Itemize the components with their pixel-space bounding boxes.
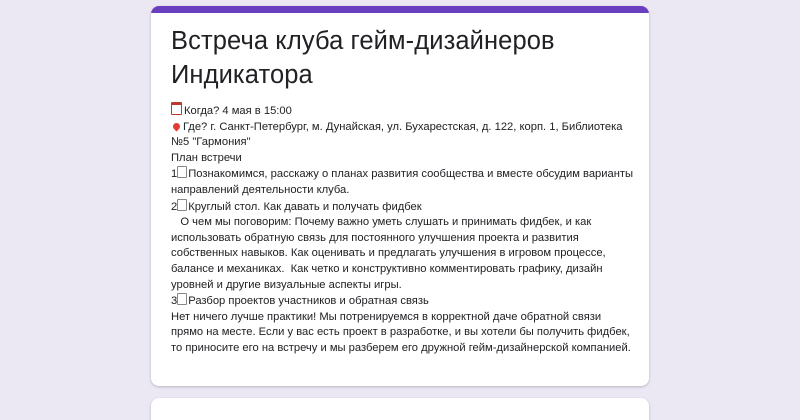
plan-item-3: 3 Разбор проектов участников и обратная связь [171,295,429,308]
plan-item-1-text: Познакомимся, расскажу о планах развития сообщества и вместе обсудим варианты направлений деятельности клуба. [171,168,637,196]
plan-item-2-text: Круглый стол. Как давать и получать фидбек [188,200,422,213]
form-description [171,102,636,357]
where-text: Где? г. Санкт-Петербург, м. Дунайская, ул. Бухарестская, д. 122, корп. 1, Библиотека №5 "Гармония" [171,120,626,149]
calendar-icon [171,102,182,115]
card-accent-bar [151,6,649,13]
form-header-card [151,6,649,386]
keycap-icon [177,199,187,211]
plan-item-2-details: О чем мы поговорим: Почему важно уметь слушать и принимать фидбек, и как использовать обратную связь для постоянного улучшения проекта и развития собственных навыков. Как оценивать и предлагать улучшения в игровом процессе, балансе и механиках. Как четко и конструктивно комментировать графику, дизайн уровней и другие визуальные аспекты игры. [171,216,609,291]
when-line [171,102,636,120]
plan-item-1: 1 Познакомимся, расскажу о планах развития сообщества и вместе обсудим варианты направлений деятельности клуба. [171,168,637,196]
next-question-card [151,398,649,420]
pin-icon [172,121,182,131]
form-title: Встреча клуба гейм-дизайнеров Индикатора [171,27,555,89]
keycap-icon [177,166,187,178]
plan-item-3-text: Разбор проектов участников и обратная связь [188,295,429,308]
where-line [171,120,636,151]
keycap-icon [177,293,187,305]
plan-item-2: 2 Круглый стол. Как давать и получать фидбек [171,200,422,213]
plan-heading: План встречи [171,151,242,164]
card-body [171,24,636,357]
when-text: Когда? 4 мая в 15:00 [184,105,292,117]
plan-item-3-details: Нет ничего лучше практики! Мы потренируемся в корректной даче обратной связи прямо на месте. Если у вас есть проект в разработке, и вы хотели бы получить фидбек, то приносите его на встречу и мы разберем его дружной гейм-дизайнерской компанией. [171,310,633,354]
